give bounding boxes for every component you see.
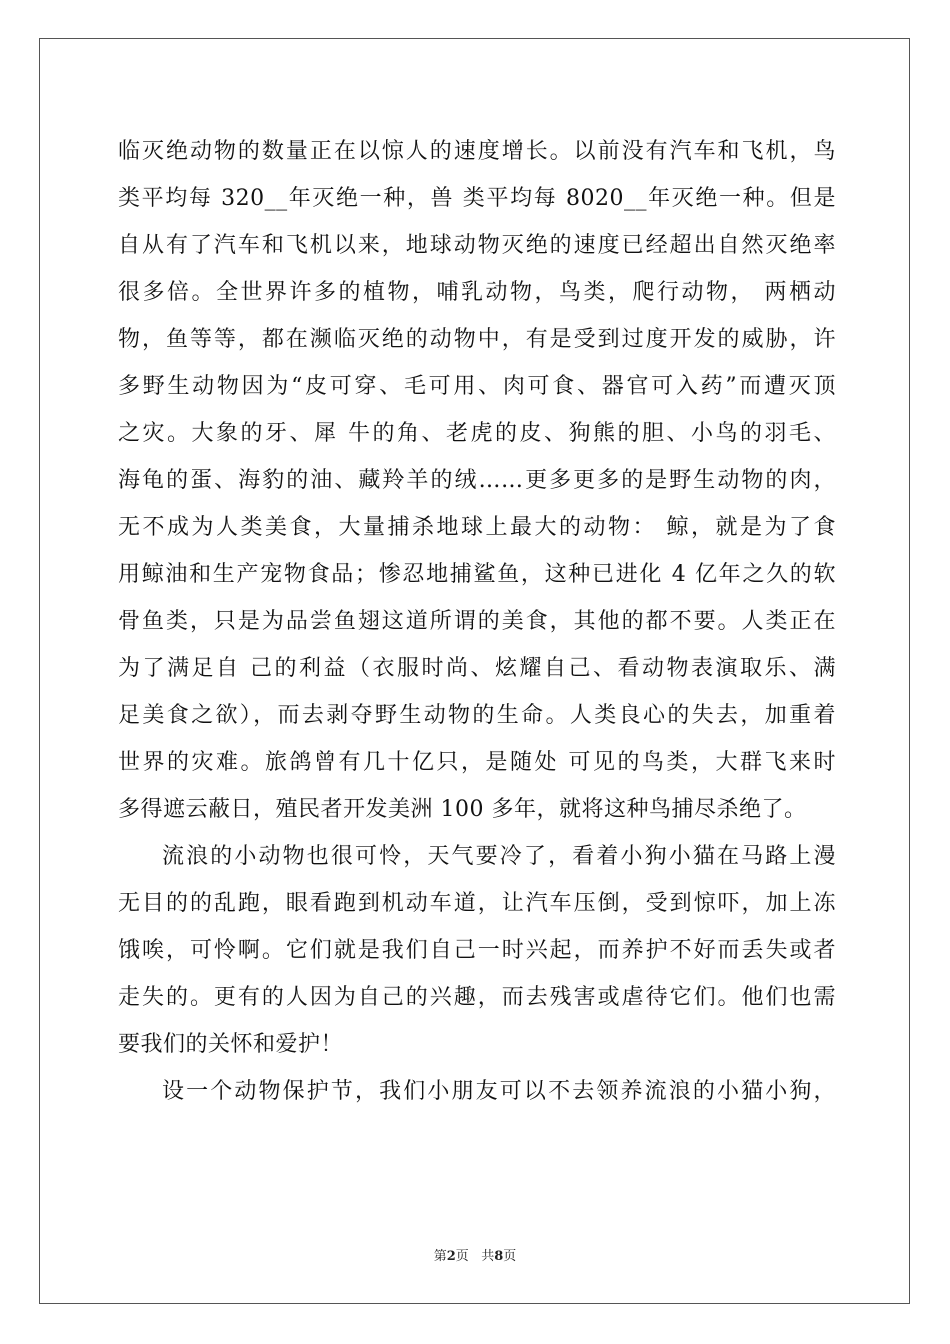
total-suffix: 页 <box>503 1249 517 1264</box>
text-line: 类平均每 320__年灭绝一种，兽 类平均每 8020__年灭绝一种。但是 <box>118 186 836 211</box>
text-line: 用鲸油和生产宠物食品；惨忍地捕鲨鱼，这种已进化 4 亿年之久的软 <box>118 562 836 587</box>
text-line: 无不成为人类美食，大量捕杀地球上最大的动物： 鲸，就是为了食 <box>118 515 836 540</box>
page-footer <box>0 1245 950 1264</box>
text-line: 多野生动物因为“皮可穿、毛可用、肉可食、器官可入药”而遭灭顶 <box>118 374 836 399</box>
text-line: 无目的的乱跑，眼看跑到机动车道，让汽车压倒，受到惊吓，加上冻 <box>118 891 836 916</box>
text-line: 自从有了汽车和飞机以来，地球动物灭绝的速度已经超出自然灭绝率 <box>118 233 836 258</box>
page-prefix: 第 <box>433 1249 447 1264</box>
total-prefix: 共 <box>481 1249 495 1264</box>
page-number: 2 <box>446 1249 456 1264</box>
text-line: 设一个动物保护节，我们小朋友可以不去领养流浪的小猫小狗， <box>162 1079 836 1104</box>
text-line: 足美食之欲），而去剥夺野生动物的生命。人类良心的失去，加重着 <box>118 703 836 728</box>
text-line: 世界的灾难。旅鸽曾有几十亿只，是随处 可见的鸟类，大群飞来时 <box>118 750 836 775</box>
total-pages: 8 <box>494 1249 504 1264</box>
text-line: 海龟的蛋、海豹的油、藏羚羊的绒……更多更多的是野生动物的肉， <box>118 468 836 493</box>
page-suffix: 页 <box>455 1249 469 1264</box>
text-line: 物，鱼等等，都在濒临灭绝的动物中，有是受到过度开发的威胁，许 <box>118 327 836 352</box>
text-line: 饿唉，可怜啊。它们就是我们自己一时兴起，而养护不好而丢失或者 <box>118 938 836 963</box>
text-line: 之灾。大象的牙、犀 牛的角、老虎的皮、狗熊的胆、小鸟的羽毛、 <box>118 421 836 446</box>
text-line: 临灭绝动物的数量正在以惊人的速度增长。以前没有汽车和飞机，鸟 <box>118 139 836 164</box>
text-line: 要我们的关怀和爱护！ <box>118 1032 344 1057</box>
text-line: 多得遮云蔽日，殖民者开发美洲 100 多年，就将这种鸟捕尽杀绝了。 <box>118 797 807 822</box>
text-line: 骨鱼类，只是为品尝鱼翅这道所谓的美食，其他的都不要。人类正在 <box>118 609 836 634</box>
text-line: 为了满足自 己的利益（衣服时尚、炫耀自己、看动物表演取乐、满 <box>118 656 836 681</box>
text-line: 很多倍。全世界许多的植物，哺乳动物，鸟类，爬行动物， 两栖动 <box>118 280 836 305</box>
text-line: 走失的。更有的人因为自己的兴趣，而去残害或虐待它们。他们也需 <box>118 985 836 1010</box>
text-line: 流浪的小动物也很可怜，天气要冷了，看着小狗小猫在马路上漫 <box>162 844 836 869</box>
document-body <box>118 128 836 1115</box>
